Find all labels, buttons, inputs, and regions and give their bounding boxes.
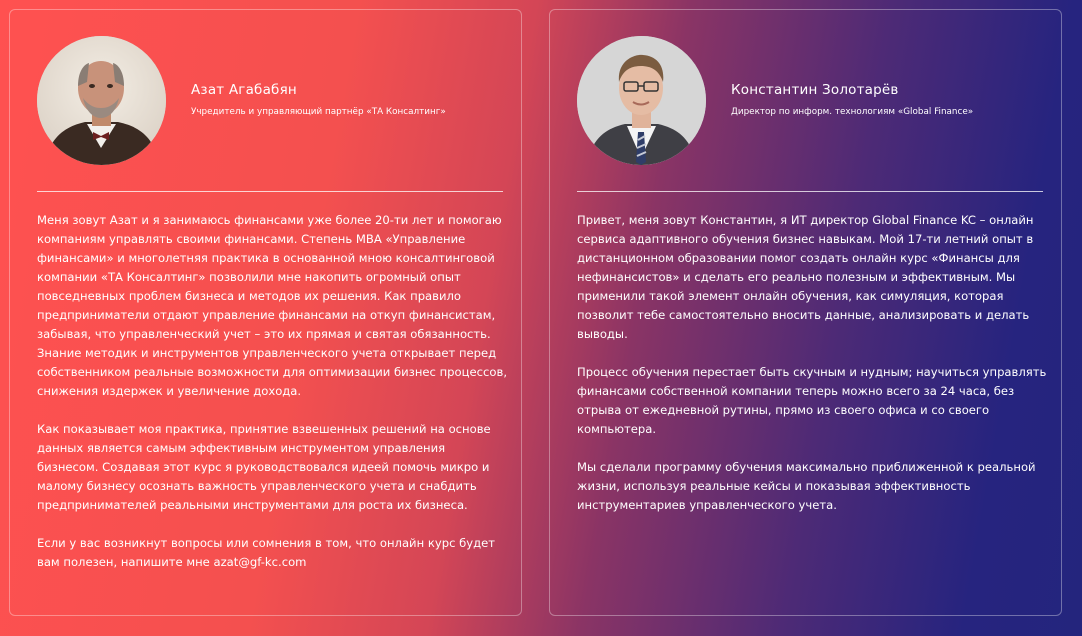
author-name: Константин Золотарёв	[731, 82, 899, 98]
bio-paragraph: Меня зовут Азат и я занимаюсь финансами уже более 20-ти лет и помогаю компаниям управлять своими финансами. Степень МВА «Управление финансами» и многолетняя практика в основанной мною консалтинговой компании «ТА Консалтинг» позволили мне накопить огромный опыт повседневных проблем бизнеса и методов их решения. Как правило предприниматели отдают управление финансами на откуп финансистам, забывая, что управленческий учет – это их прямая и святая обязанность. Знание методик и инструментов управленческого учета открывает перед собственником реальные возможности для оптимизации бизнес процессов, снижения издержек и увеличение дохода.	[37, 213, 508, 398]
author-bio	[37, 211, 507, 591]
bio-paragraph: Процесс обучения перестает быть скучным и нудным; научиться управлять финансами собственной компании теперь можно всего за 24 часа, без отрыва от ежедневной рутины, прямо из своего офиса и со своего компьютера.	[577, 365, 1047, 436]
author-card-azat	[9, 9, 522, 616]
author-role: Директор по информ. технологиям «Global Finance»	[731, 107, 974, 117]
person-photo-icon	[37, 36, 166, 165]
author-photo	[37, 36, 166, 165]
bio-paragraph: Если у вас возникнут вопросы или сомнения в том, что онлайн курс будет вам полезен, напишите мне azat@gf-kc.com	[37, 536, 496, 569]
person-photo-icon	[577, 36, 706, 165]
author-photo	[577, 36, 706, 165]
bio-paragraph: Как показывает моя практика, принятие взвешенных решений на основе данных является самым эффективным инструментом управления бизнесом. Создавая этот курс я руководствовался идеей помочь микро и малому бизнесу осознать важность управленческого учета и снабдить предпринимателей реальными инструментами для роста их бизнеса.	[37, 422, 491, 512]
divider	[37, 191, 503, 192]
author-name: Азат Агабабян	[191, 82, 297, 98]
author-card-konstantin	[549, 9, 1062, 616]
author-bio	[577, 211, 1047, 534]
divider	[577, 191, 1043, 192]
bio-paragraph: Привет, меня зовут Константин, я ИТ директор Global Finance KC – онлайн сервиса адаптивного обучения бизнес навыкам. Мой 17-ти летний опыт в дистанционном образовании помог создать онлайн курс «Финансы для нефинансистов» и сделать его реально полезным и эффективным. Мы применили такой элемент онлайн обучения, как симуляция, которая позволит тебе самостоятельно вносить данные, анализировать и делать выводы.	[577, 213, 1034, 341]
bio-paragraph: Мы сделали программу обучения максимально приближенной к реальной жизни, используя реальные кейсы и показывая эффективность инструментариев управленческого учета.	[577, 460, 1036, 512]
author-role: Учредитель и управляющий партнёр «ТА Консалтинг»	[191, 107, 446, 117]
